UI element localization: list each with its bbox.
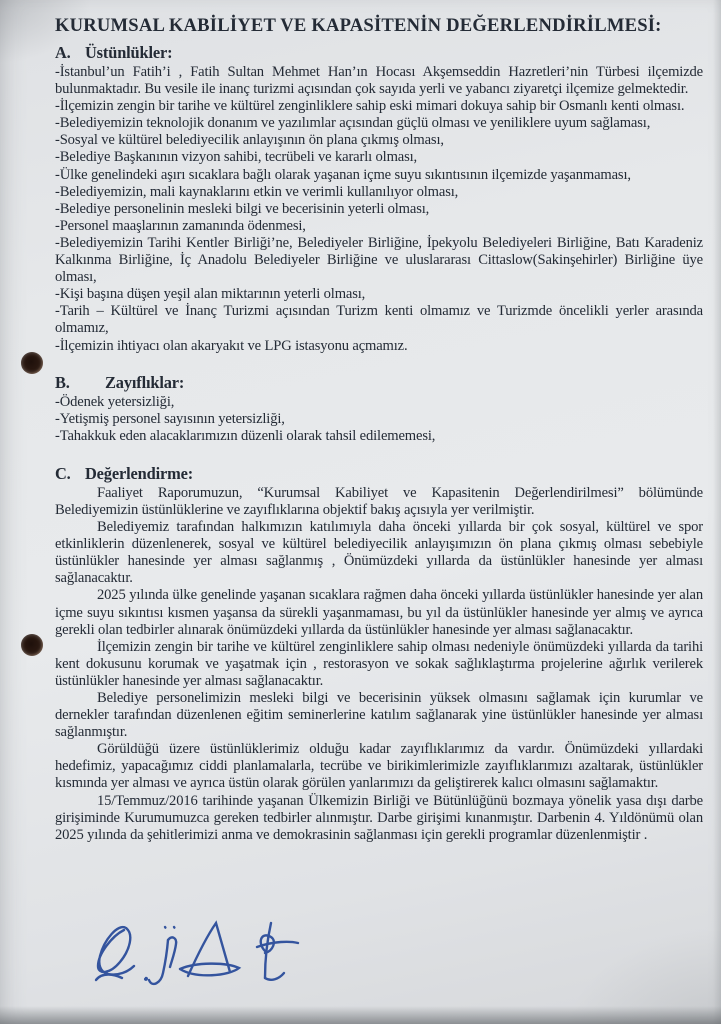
strength-item: -Tarih – Kültürel ve İnanç Turizmi açısından Turizm kenti olmamız ve Turizmde öncelikli yerler arasında olmamız, (55, 303, 703, 337)
strength-item: -Personel maaşlarının zamanında ödenmesi, (55, 217, 306, 234)
section-b-label: Zayıflıklar: (105, 372, 185, 392)
strength-item: -Belediye personelinin mesleki bilgi ve becerisinin yeterli olması, (55, 200, 430, 217)
strength-item: -İlçemizin ihtiyacı olan akaryakıt ve LPG istasyonu açmamız. (55, 337, 408, 354)
section-b-letter: B. (55, 372, 70, 392)
strength-item: -İlçemizin zengin bir tarihe ve kültürel zenginliklere sahip eski mimari dokuya sahip bir Osmanlı kenti olması. (55, 98, 685, 115)
section-evaluation (55, 463, 703, 844)
weakness-item: -Ödenek yetersizliği, (55, 393, 175, 410)
strength-item: -Belediye Başkanının vizyon sahibi, tecrübeli ve kararlı olması, (55, 149, 418, 166)
paper-right-edge-shadow (713, 0, 721, 1024)
section-a-letter: A. (55, 43, 71, 62)
page-title: KURUMSAL KABİLİYET VE KAPASİTENİN DEĞERLENDİRİLMESİ: (55, 15, 662, 36)
paragraph: 15/Temmuz/2016 tarihinde yaşanan Ülkemizin Birliği ve Bütünlüğünü bozmaya yönelik yasa dışı darbe girişiminde Kurumumuzca gereken tedbirler alınmıştır. Darbe girişimi kınanmıştır. Darbenin 4. Yıldönümü olan 2025 yılında da şehitlerimizi anma ve demokrasinin sağlanması için gerekli programlar düzenlenmiştir . (55, 792, 703, 843)
paragraph: Görüldüğü üzere üstünlüklerimiz olduğu kadar zayıflıklarımız da vardır. Önümüzdeki yıllardaki hedefimiz, yapacağımız ciddi planlamalarla, tecrübe ve birikimlerimizle zayıflıklarımızı azaltarak, üstünlükler kısmında yer alması ve ayrıca üstün olarak görülen yanlarımızı da geliştirerek kalıcı olmasını sağlamaktır. (55, 741, 703, 792)
section-b-heading (55, 372, 703, 393)
section-weaknesses (55, 372, 703, 445)
strength-item: -İstanbul’un Fatih’i , Fatih Sultan Mehmet Han’ın Hocası Akşemseddin Hazretleri’nin Türbesi ilçemizde bulunmaktadır. Bu vesile ile inanç turizmi açısından çok sayıda yerli ve yabancı ziyaretçi ilçemize gelmektedir. (55, 64, 703, 98)
section-a-label: Üstünlükler: (85, 43, 173, 62)
paragraph: Belediyemiz tarafından halkımızın katılımıyla daha önceki yıllarda bir çok sosyal, kültürel ve spor etkinliklerin düzenlenerek, sosyal ve kültürel belediyecilik anlayışımızın ön plana çıkmış olması sebebiyle üstünlükler hanesinde yer alması sağlanmış , Önümüzdeki yıllarda da üstünlükler hanesinde yer alması sağlanacaktır. (55, 519, 703, 587)
section-strengths (55, 42, 703, 355)
punch-hole-bottom (21, 634, 43, 656)
strengths-list (55, 64, 703, 355)
strength-item: -Belediyemizin teknolojik donanım ve yazılımlar açısından güçlü olması ve yeniliklere uyum sağlaması, (55, 115, 651, 132)
strength-item: -Belediyemizin Tarihi Kentler Birliği’ne, Belediyeler Birliğine, İpekyolu Belediyeleri Birliğine, Batı Karadeniz Kalkınma Birliğine, İç Anadolu Belediyeler Birliğine ve uluslararası Cittaslow(Sakinşehirler) Birliğine üye olması, (55, 234, 703, 286)
evaluation-paragraphs (55, 485, 703, 844)
strength-item: -Ülke genelindeki aşırı sıcaklara bağlı olarak yaşanan içme suyu sıkıntısının ilçemizde yaşanmaması, (55, 166, 631, 183)
document-body (55, 14, 703, 844)
weakness-item: -Yetişmiş personel sayısının yetersizliği, (55, 410, 285, 427)
section-c-label: Değerlendirme: (85, 463, 194, 483)
paragraph: Faaliyet Raporumuzun, “Kurumsal Kabiliyet ve Kapasitenin Değerlendirilmesi” bölümünde Belediyemizin üstünlüklerine ve zayıflıklarına objektif bakış açısıyla yer verilmiştir. (55, 484, 703, 518)
signature (88, 914, 300, 1012)
paragraph: Belediye personelimizin mesleki bilgi ve becerisinin yüksek olmasını sağlamak için kurumlar ve dernekler tarafından düzenlenen eğitim seminerlerine katılım sağlanarak yine üstünlükler hanesinde yer alması sağlanmıştır. (55, 690, 703, 741)
strength-item: -Sosyal ve kültürel belediyecilik anlayışının ön plana çıkmış olması, (55, 132, 444, 149)
strength-item: -Kişi başına düşen yeşil alan miktarının yeterli olması, (55, 286, 366, 303)
paragraph: İlçemizin zengin bir tarihe ve kültürel zenginliklere sahip olması nedeniyle önümüzdeki yıllarda da tarihi kent dokusunu korumak ve yaşatmak için , restorasyon ve sokak sağlıklaştırma projelerine ağırlık verilerek üstünlükler hanesinde yer alması sağlanacaktır. (55, 638, 703, 689)
section-a-heading (55, 42, 703, 63)
section-c-letter: C. (55, 463, 71, 483)
strength-item: -Belediyemizin, mali kaynaklarını etkin ve verimli kullanılıyor olması, (55, 183, 459, 200)
paper-bottom-edge-shadow (0, 1006, 721, 1024)
weaknesses-list (55, 394, 703, 445)
weakness-item: -Tahakkuk eden alacaklarımızın düzenli olarak tahsil edilememesi, (55, 427, 436, 444)
paragraph: 2025 yılında ülke genelinde yaşanan sıcaklara rağmen daha önceki yıllarda üstünlükler hanesinde yer alan içme suyu sıkıntısı kısmen yaşansa da sürekli yaşanmaması, bu yıl da üstünlükler hanesinde yer almış ve ayrıca gerekli olan tedbirler alınarak önümüzdeki yıllarda da üstünlükler hanesinde yer alması sağlanacaktır. (55, 587, 703, 638)
section-c-heading (55, 463, 703, 484)
punch-hole-top (21, 352, 43, 374)
